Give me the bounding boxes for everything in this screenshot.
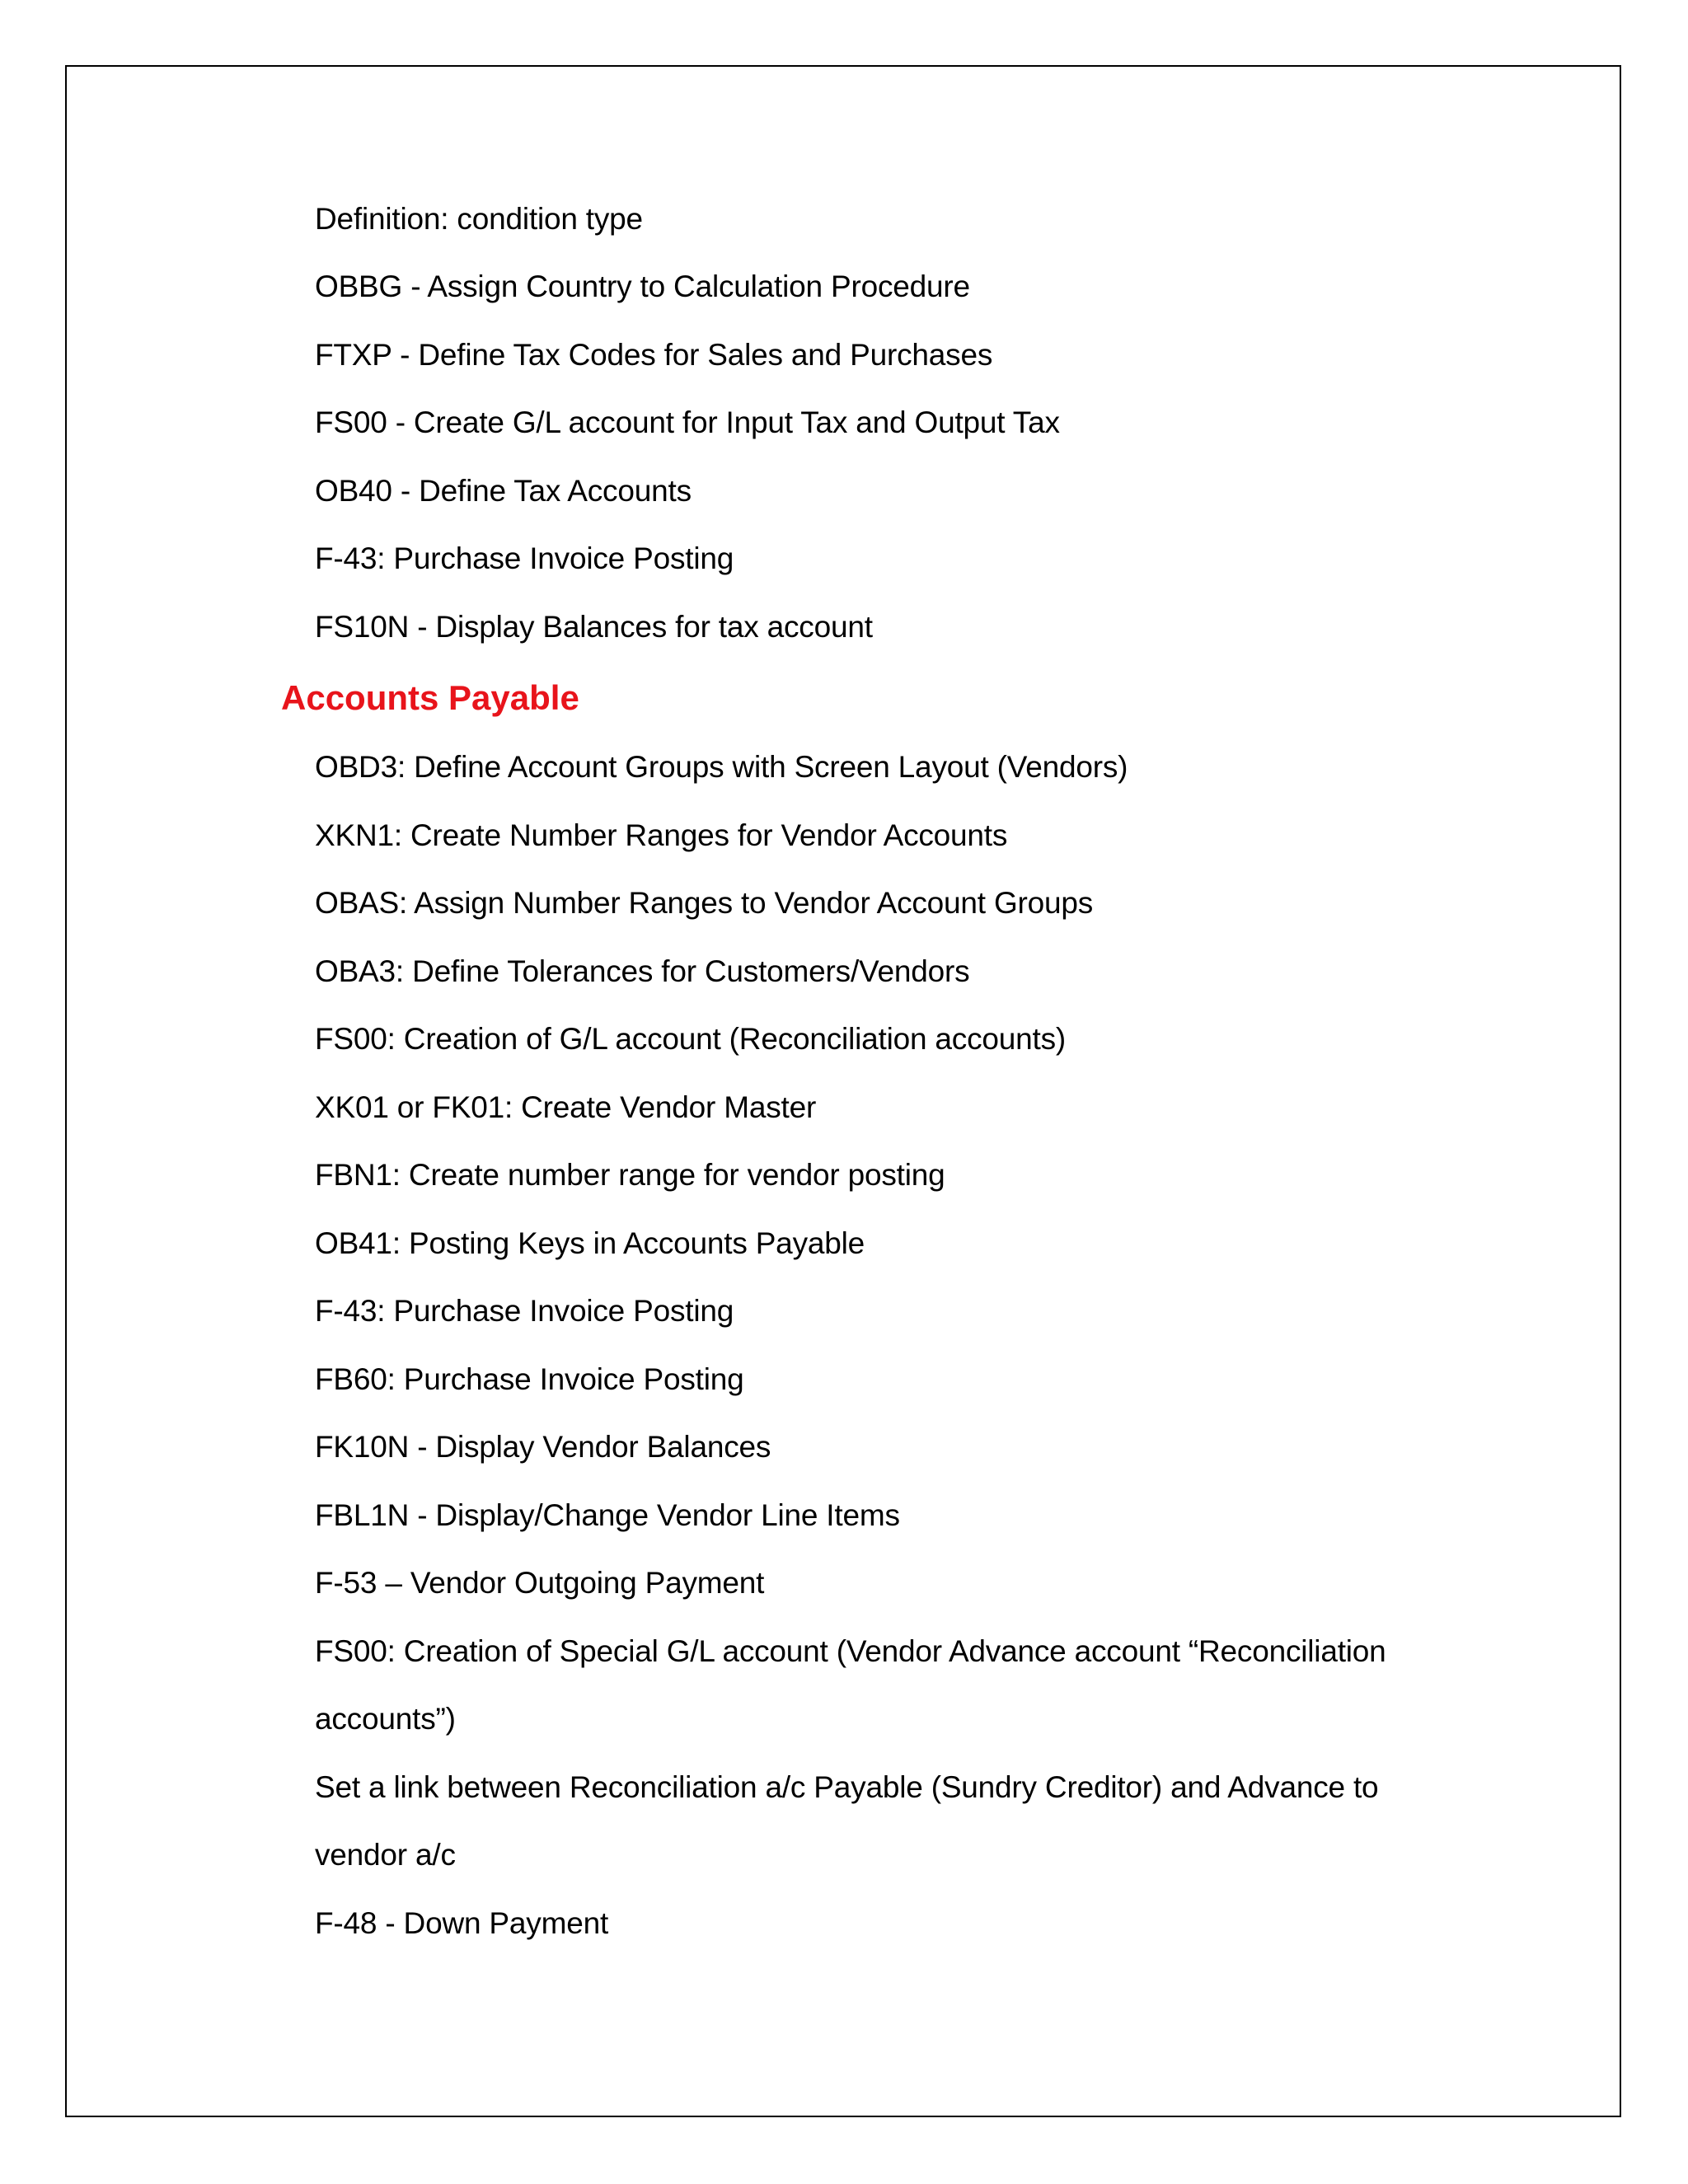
text-line: FS00 - Create G/L account for Input Tax and Output Tax bbox=[315, 405, 1060, 439]
text-line: Definition: condition type bbox=[315, 202, 643, 236]
text-line: OBA3: Define Tolerances for Customers/Vendors bbox=[315, 954, 970, 988]
text-line: FS10N - Display Balances for tax account bbox=[315, 610, 873, 644]
text-line: FB60: Purchase Invoice Posting bbox=[315, 1362, 744, 1396]
text-line: XKN1: Create Number Ranges for Vendor Accounts bbox=[315, 818, 1008, 852]
section-heading: Accounts Payable bbox=[281, 678, 579, 717]
text-line: FTXP - Define Tax Codes for Sales and Purchases bbox=[315, 338, 993, 372]
text-line: OBBG - Assign Country to Calculation Procedure bbox=[315, 269, 970, 303]
text-line: F-43: Purchase Invoice Posting bbox=[315, 1294, 734, 1328]
text-line: OB41: Posting Keys in Accounts Payable bbox=[315, 1226, 865, 1260]
text-line: OBAS: Assign Number Ranges to Vendor Account Groups bbox=[315, 886, 1094, 920]
text-line: F-53 – Vendor Outgoing Payment bbox=[315, 1566, 765, 1600]
text-line: OBD3: Define Account Groups with Screen Layout (Vendors) bbox=[315, 750, 1128, 784]
text-line: accounts”) bbox=[315, 1702, 456, 1736]
text-line: FS00: Creation of Special G/L account (Vendor Advance account “Reconciliation bbox=[315, 1634, 1386, 1668]
text-line: FS00: Creation of G/L account (Reconciliation accounts) bbox=[315, 1022, 1067, 1056]
text-line: FBN1: Create number range for vendor posting bbox=[315, 1158, 945, 1192]
text-line: XK01 or FK01: Create Vendor Master bbox=[315, 1090, 817, 1124]
text-line: FBL1N - Display/Change Vendor Line Items bbox=[315, 1498, 900, 1532]
text-line: F-43: Purchase Invoice Posting bbox=[315, 541, 734, 575]
text-line: Set a link between Reconciliation a/c Payable (Sundry Creditor) and Advance to bbox=[315, 1770, 1379, 1804]
text-line: OB40 - Define Tax Accounts bbox=[315, 474, 692, 508]
text-line: FK10N - Display Vendor Balances bbox=[315, 1430, 771, 1464]
text-line: F-48 - Down Payment bbox=[315, 1906, 609, 1940]
text-line: vendor a/c bbox=[315, 1838, 456, 1872]
